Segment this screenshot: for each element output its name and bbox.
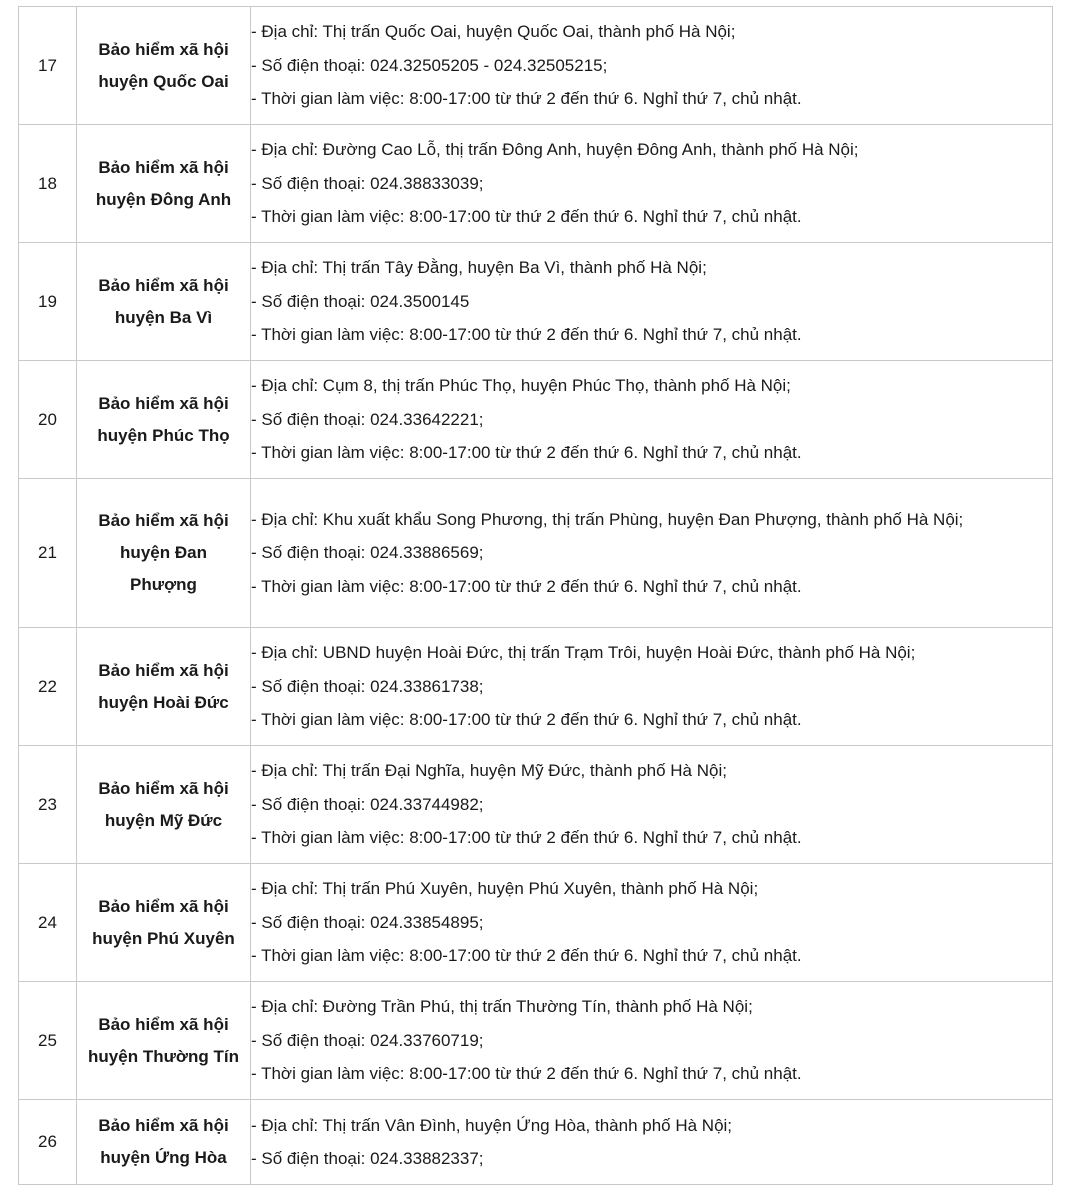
office-phone: - Số điện thoại: 024.33854895;: [251, 912, 484, 932]
office-info: [251, 746, 1053, 864]
office-name: [77, 479, 251, 628]
office-name-line: Bảo hiểm xã hội: [98, 275, 229, 295]
office-hours: - Thời gian làm việc: 8:00-17:00 từ thứ 2 đến thứ 6. Nghỉ thứ 7, chủ nhật.: [251, 207, 802, 227]
office-name-line: huyện Hoài Đức: [98, 692, 229, 712]
office-name-line: huyện Đan: [120, 543, 207, 562]
row-number: 25: [19, 982, 77, 1100]
row-number: 21: [19, 479, 77, 628]
office-name-line: Bảo hiểm xã hội: [98, 393, 229, 413]
office-info: [251, 479, 1053, 628]
office-name: [77, 864, 251, 982]
office-phone: - Số điện thoại: 024.33642221;: [251, 409, 484, 429]
office-phone: - Số điện thoại: 024.38833039;: [251, 173, 484, 193]
office-name-line: huyện Quốc Oai: [98, 71, 229, 91]
office-info: [251, 125, 1053, 243]
office-name: [77, 243, 251, 361]
office-info: [251, 982, 1053, 1100]
office-name-line: huyện Ứng Hòa: [100, 1148, 227, 1167]
office-name: [77, 628, 251, 746]
office-name-line: Phượng: [130, 575, 197, 594]
office-name-line: huyện Phúc Thọ: [97, 425, 230, 445]
office-name-line: Bảo hiểm xã hội: [98, 660, 229, 680]
office-name-line: Bảo hiểm xã hội: [98, 157, 229, 177]
office-name-line: Bảo hiểm xã hội: [98, 39, 229, 59]
office-info: [251, 361, 1053, 479]
table-row: [19, 243, 1053, 361]
office-address: - Địa chỉ: UBND huyện Hoài Đức, thị trấn Trạm Trôi, huyện Hoài Đức, thành phố Hà Nội;: [251, 643, 916, 663]
office-hours: - Thời gian làm việc: 8:00-17:00 từ thứ 2 đến thứ 6. Nghỉ thứ 7, chủ nhật.: [251, 828, 802, 848]
row-number: 19: [19, 243, 77, 361]
row-number: 22: [19, 628, 77, 746]
office-info: [251, 243, 1053, 361]
office-address: - Địa chỉ: Cụm 8, thị trấn Phúc Thọ, huyện Phúc Thọ, thành phố Hà Nội;: [251, 376, 791, 396]
office-phone: - Số điện thoại: 024.33886569;: [251, 543, 484, 563]
office-hours: - Thời gian làm việc: 8:00-17:00 từ thứ 2 đến thứ 6. Nghỉ thứ 7, chủ nhật.: [251, 325, 802, 345]
office-info: [251, 7, 1053, 125]
office-phone: - Số điện thoại: 024.32505205 - 024.32505215;: [251, 55, 608, 75]
table-row: [19, 746, 1053, 864]
row-number: 23: [19, 746, 77, 864]
office-name-line: Bảo hiểm xã hội: [98, 1014, 229, 1034]
table-row: [19, 361, 1053, 479]
office-name: [77, 361, 251, 479]
social-insurance-offices-table: [18, 6, 1053, 1185]
office-hours: - Thời gian làm việc: 8:00-17:00 từ thứ 2 đến thứ 6. Nghỉ thứ 7, chủ nhật.: [251, 443, 802, 463]
table-row: [19, 982, 1053, 1100]
office-address: - Địa chỉ: Thị trấn Vân Đình, huyện Ứng Hòa, thành phố Hà Nội;: [251, 1115, 733, 1135]
table-row: [19, 125, 1053, 243]
office-name-line: huyện Ba Vì: [114, 307, 213, 327]
row-number: 20: [19, 361, 77, 479]
office-name: [77, 746, 251, 864]
office-phone: - Số điện thoại: 024.33882337;: [251, 1149, 484, 1168]
office-address: - Địa chỉ: Thị trấn Phú Xuyên, huyện Phú Xuyên, thành phố Hà Nội;: [251, 879, 759, 899]
office-phone: - Số điện thoại: 024.3500145: [251, 291, 470, 311]
office-address: - Địa chỉ: Thị trấn Tây Đằng, huyện Ba Vì, thành phố Hà Nội;: [251, 258, 707, 278]
office-name-line: Bảo hiểm xã hội: [98, 511, 229, 530]
office-name-line: Bảo hiểm xã hội: [98, 1116, 229, 1135]
office-name: [77, 7, 251, 125]
office-name: [77, 125, 251, 243]
office-phone: - Số điện thoại: 024.33744982;: [251, 794, 484, 814]
office-info: [251, 1100, 1053, 1185]
table-row: [19, 1100, 1053, 1185]
office-name-line: huyện Phú Xuyên: [92, 928, 235, 948]
table-row: [19, 628, 1053, 746]
office-address: - Địa chỉ: Đường Cao Lỗ, thị trấn Đông Anh, huyện Đông Anh, thành phố Hà Nội;: [251, 140, 859, 160]
row-number: 26: [19, 1100, 77, 1185]
office-info: [251, 628, 1053, 746]
office-address: - Địa chỉ: Thị trấn Đại Nghĩa, huyện Mỹ Đức, thành phố Hà Nội;: [251, 761, 727, 781]
table-row: [19, 479, 1053, 628]
office-hours: - Thời gian làm việc: 8:00-17:00 từ thứ 2 đến thứ 6. Nghỉ thứ 7, chủ nhật.: [251, 89, 802, 109]
office-info: [251, 864, 1053, 982]
row-number: 24: [19, 864, 77, 982]
office-name-line: huyện Mỹ Đức: [104, 810, 223, 830]
office-name: [77, 1100, 251, 1185]
office-address: - Địa chỉ: Khu xuất khẩu Song Phương, thị trấn Phùng, huyện Đan Phượng, thành phố Hà Nội;: [251, 509, 964, 529]
office-hours: - Thời gian làm việc: 8:00-17:00 từ thứ 2 đến thứ 6. Nghỉ thứ 7, chủ nhật.: [251, 576, 802, 596]
office-hours: - Thời gian làm việc: 8:00-17:00 từ thứ 2 đến thứ 6. Nghỉ thứ 7, chủ nhật.: [251, 710, 802, 730]
office-name-line: huyện Đông Anh: [95, 189, 232, 209]
office-name-line: Bảo hiểm xã hội: [98, 896, 229, 916]
table-row: [19, 864, 1053, 982]
office-address: - Địa chỉ: Đường Trần Phú, thị trấn Thường Tín, thành phố Hà Nội;: [251, 997, 753, 1017]
office-phone: - Số điện thoại: 024.33760719;: [251, 1030, 484, 1050]
table-row: [19, 7, 1053, 125]
office-hours: - Thời gian làm việc: 8:00-17:00 từ thứ 2 đến thứ 6. Nghỉ thứ 7, chủ nhật.: [251, 946, 802, 966]
office-name-line: huyện Thường Tín: [88, 1046, 239, 1066]
office-phone: - Số điện thoại: 024.33861738;: [251, 676, 484, 696]
row-number: 17: [19, 7, 77, 125]
office-name-line: Bảo hiểm xã hội: [98, 778, 229, 798]
row-number: 18: [19, 125, 77, 243]
office-hours: - Thời gian làm việc: 8:00-17:00 từ thứ 2 đến thứ 6. Nghỉ thứ 7, chủ nhật.: [251, 1064, 802, 1084]
office-address: - Địa chỉ: Thị trấn Quốc Oai, huyện Quốc Oai, thành phố Hà Nội;: [251, 22, 736, 42]
office-name: [77, 982, 251, 1100]
